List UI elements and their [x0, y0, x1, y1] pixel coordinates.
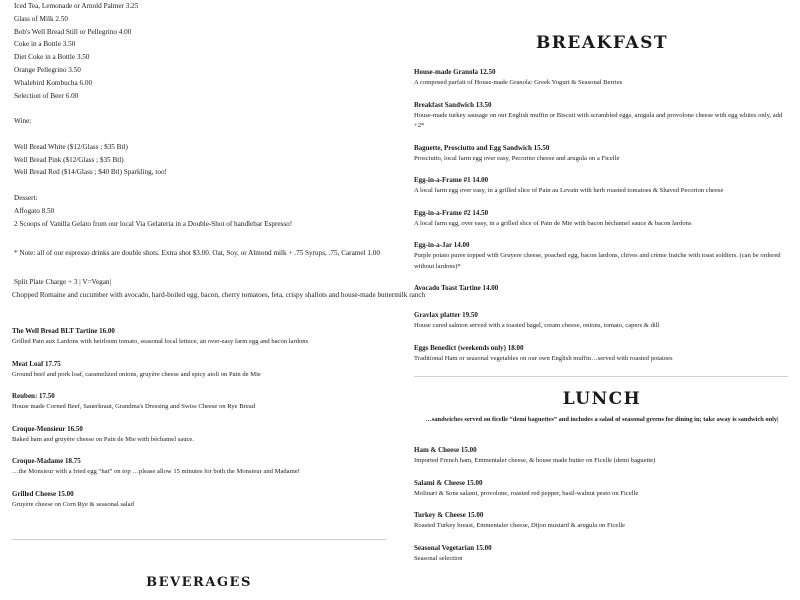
left-column-top	[14, 0, 394, 289]
item-desc: House cured salmon served with a toasted bagel, cream cheese, onions, tomato, capers & dill	[414, 322, 660, 329]
wine-item: Well Bread Red ($14/Glass ; $40 Btl) Sparkling, too!	[14, 168, 167, 177]
item-desc: Purple potato puree topped with Gruyere cheese, poached egg, bacon lardons, chives and crème fraiche with toast soldiers. (can be ordered without lardons)*	[414, 252, 781, 270]
section-divider	[12, 539, 387, 540]
section-divider	[414, 376, 788, 377]
item-name: Croque-Madame 18.75	[12, 457, 81, 465]
menu-item	[414, 310, 790, 332]
right-column	[414, 0, 790, 575]
menu-item	[414, 175, 790, 197]
item-desc: Traditional Ham or seasonal vegetables on our own English muffin…served with roasted potatoes	[414, 354, 673, 362]
menu-item	[414, 283, 790, 294]
menu-item	[12, 391, 392, 413]
menu-item	[414, 543, 790, 565]
item-name: Croque-Monsieur 16.50	[12, 424, 83, 433]
dessert-item: 2 Scoops of Vanilla Gelato from our local Via Gelateria in a Double-Shot of handlebar Espresso!	[14, 219, 293, 228]
item-desc: Molinari & Sons salami, provolone, roasted red pepper, basil-walnut pesto on Ficelle	[414, 489, 639, 497]
menu-item	[414, 100, 790, 132]
item-desc: House-made turkey sausage on our English muffin or Biscuit with scrambled eggs, arugula and provolone cheese with egg whites only, add +2*	[414, 111, 783, 129]
drink-item: Glass of Milk 2.50	[14, 14, 68, 23]
item-name: Grilled Cheese 15.00	[12, 489, 74, 498]
menu-item	[414, 240, 790, 272]
item-name: The Well Bread BLT Tartine 16.00	[12, 327, 115, 335]
menu-item	[12, 489, 392, 511]
item-name: Reuben: 17.50	[12, 392, 55, 400]
item-desc: Imported French ham, Emmentaler cheese, & house made butter on Ficelle (demi baguette)	[414, 457, 656, 464]
dessert-heading: Dessert:	[14, 193, 38, 202]
left-column-bottom	[12, 291, 426, 521]
wine-heading: Wine:	[14, 117, 32, 126]
item-desc: Gruyère cheese on Corn Rye & seasonal salad	[12, 500, 134, 508]
item-name: Ham & Cheese 15.00	[414, 446, 477, 454]
item-desc: …the Monsieur with a fried egg “hat” on top …please allow 15 minutes for both the Monsieur and Madame!	[12, 468, 300, 475]
espresso-note: * Note: all of our espresso drinks are double shots. Extra shot $3.00. Oat, Soy, or Almond milk + .75 Syrups, .75, Caramel 1.00	[14, 249, 380, 258]
menu-item	[12, 326, 392, 348]
cut-off-line	[12, 291, 426, 302]
menu-item	[414, 445, 790, 467]
dessert-item: Affogato 8.50	[14, 206, 55, 215]
item-name: Eggs Benedict (weekends only) 18.00	[414, 343, 524, 352]
split-plate-charge: Split Plate Charge + 3 | V=Vegan|	[14, 277, 111, 286]
item-name: Seasonal Vegetarian 15.00	[414, 543, 492, 552]
breakfast-heading: BREAKFAST	[535, 33, 669, 53]
item-desc: A local farm egg, over easy, in a grilled slice of Pain de Mie with bacon béchamel sauce & bacon lardons	[414, 219, 692, 227]
item-name: House-made Granola 12.50	[414, 68, 496, 76]
menu-item	[414, 478, 790, 500]
drink-item: Iced Tea, Lemonade or Arnold Palmer 3.25	[14, 2, 139, 10]
item-name: Egg-in-a-Frame #2 14.50	[414, 208, 489, 217]
item-name: Gravlax platter 19.50	[414, 311, 478, 319]
item-desc: Ground beef and pork loaf, caramelized onions, gruyère cheese and spicy aioli on Pain de Mie	[12, 370, 261, 378]
drink-item: Whalebird Kombucha 6.00	[14, 78, 93, 87]
menu-item	[12, 424, 392, 446]
item-desc: Roasted Turkey breast, Emmentaler cheese, Dijon mustard & arugula on Ficelle	[414, 522, 625, 529]
menu-item	[414, 510, 790, 532]
item-name: Breakfast Sandwich 13.50	[414, 100, 492, 109]
cut-off-text: Chopped Romaine and cucumber with avocado, hard-boiled egg, bacon, cherry tomatoes, feta, crispy shallots and house-made buttermilk ranch	[12, 291, 426, 299]
item-desc: A composed parfait of House-made Granola: Greek Yogurt & Seasonal Berries	[414, 79, 623, 86]
drink-item: Orange Pellegrino 3.50	[14, 65, 81, 74]
item-desc: Grilled Pain aux Lardons with heirloom tomato, seasonal local lettuce, an over-easy farm egg and bacon lardons	[12, 338, 309, 345]
lunch-heading: LUNCH	[562, 389, 642, 409]
wine-item: Well Bread Pink ($12/Glass ; $35 Btl)	[14, 155, 124, 164]
item-name: Turkey & Cheese 15.00	[414, 511, 484, 519]
drink-item: Coke in a Bottle 3.50	[14, 40, 76, 49]
item-desc: Baked ham and gruyère cheese on Pain de Mie with béchamel sauce.	[12, 435, 194, 443]
menu-item	[414, 343, 790, 365]
item-name: Meat Loaf 17.75	[12, 359, 61, 368]
item-name: Egg-in-a-Jar 14.00	[414, 241, 470, 249]
menu-item	[414, 208, 790, 230]
lunch-notice: …sandwiches served on ficelle “demi baguettes” and includes a salad of seasonal greens for dining in; take away is sandwich only|	[425, 416, 779, 423]
item-desc: Prosciutto, local farm egg over easy, Pecorino cheese and arugula on a Ficelle	[414, 154, 620, 162]
menu-item	[414, 143, 790, 165]
item-desc: Seasonal selection	[414, 554, 463, 562]
item-name: Egg-in-a-Frame #1 14.00	[414, 176, 489, 184]
item-name: Salami & Cheese 15.00	[414, 478, 483, 487]
beverages-heading: BEVERAGES	[146, 575, 252, 590]
item-desc: A local farm egg over easy, in a grilled slice of Pain au Levain with herb roasted tomatoes & Shaved Pecorion cheese	[414, 187, 724, 194]
drink-item: Selection of Beer 6.00	[14, 91, 79, 100]
drink-item: Diet Coke in a Bottle 3.50	[14, 53, 90, 62]
item-desc: House made Corned Beef, Sauerkraut, Grandma's Dressing and Swiss Cheese on Rye Bread	[12, 403, 256, 410]
item-name: Baguette, Prosciutto and Egg Sandwich 15.50	[414, 143, 550, 152]
menu-item	[12, 359, 392, 381]
menu-item	[414, 67, 790, 89]
drink-item: Bob's Well Bread Still or Pellegrino 4.00	[14, 27, 132, 36]
wine-item: Well Bread White ($12/Glass ; $35 Btl)	[14, 142, 128, 151]
item-name: Avocado Toast Tartine 14.00	[414, 284, 499, 292]
menu-item	[12, 456, 392, 478]
